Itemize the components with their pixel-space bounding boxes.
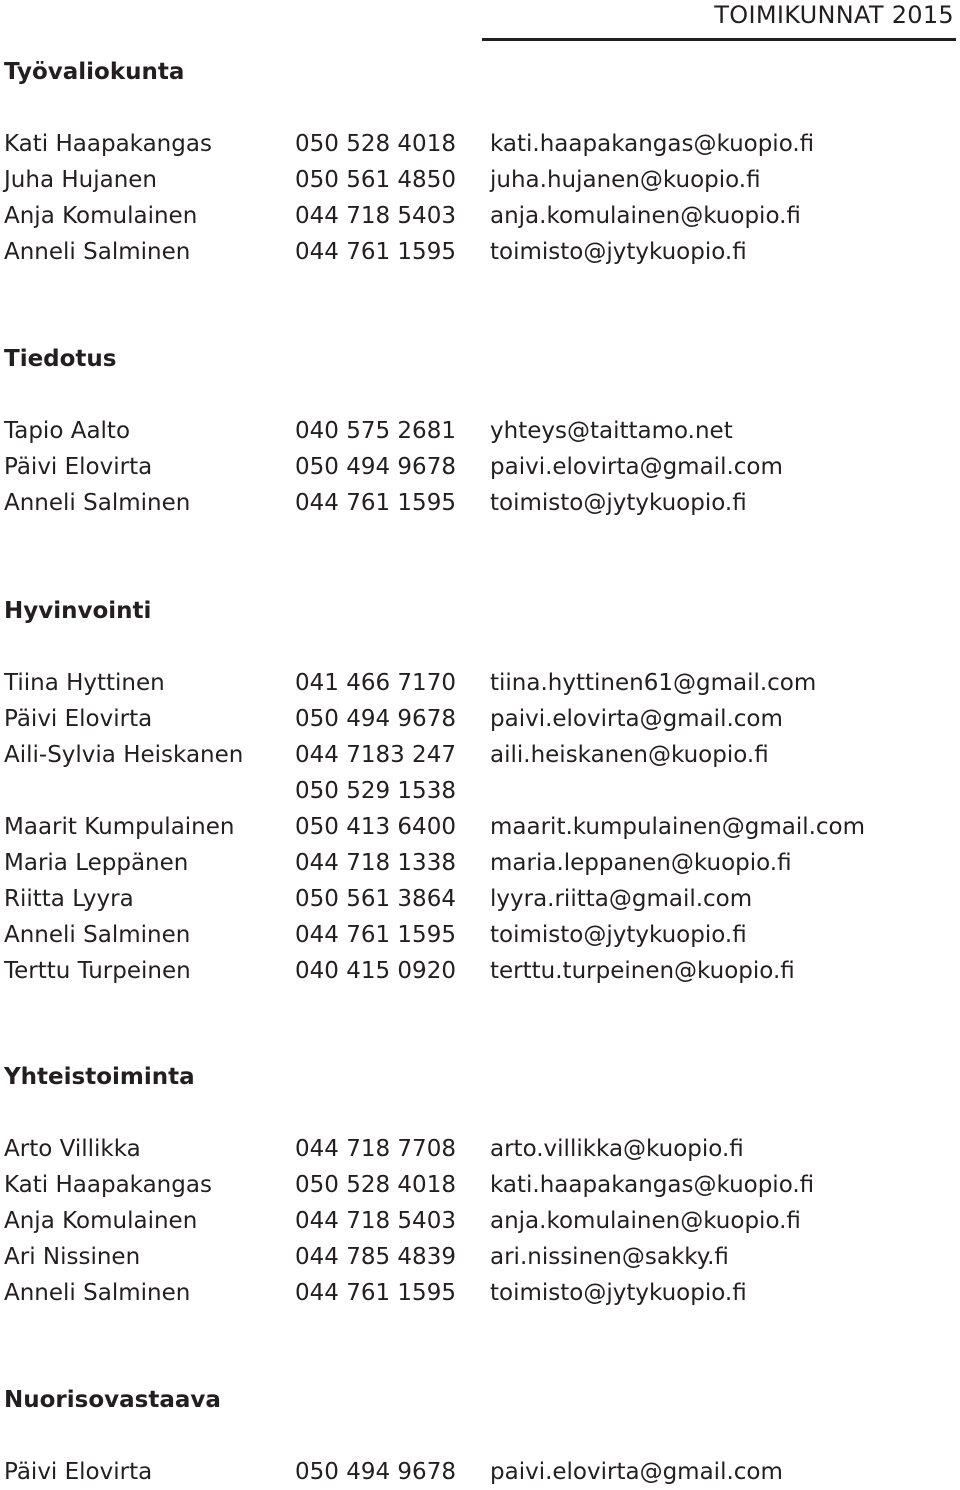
- contact-list: [4, 665, 944, 989]
- section-title: Nuorisovastaava: [4, 1387, 221, 1413]
- contact-phone: 050 561 4850: [295, 167, 456, 193]
- contact-row: [4, 1131, 944, 1167]
- contact-row: [4, 665, 944, 701]
- section-nuorisovastaava: [4, 1382, 944, 1490]
- contact-phone: 044 761 1595: [295, 239, 456, 265]
- contact-phone: 050 529 1538: [295, 778, 456, 804]
- contact-name: Maria Leppänen: [4, 850, 189, 876]
- section-tiedotus: [4, 341, 944, 521]
- contact-email: toimisto@jytykuopio.fi: [490, 1280, 747, 1306]
- contact-row: [4, 1203, 944, 1239]
- contact-name: Kati Haapakangas: [4, 1172, 212, 1198]
- contact-email: kati.haapakangas@kuopio.fi: [490, 131, 815, 157]
- contact-row: [4, 881, 944, 917]
- contact-name: Anja Komulainen: [4, 203, 198, 229]
- contact-name: Anneli Salminen: [4, 922, 191, 948]
- contact-phone: 041 466 7170: [295, 670, 456, 696]
- contact-row: [4, 413, 944, 449]
- contact-phone: 050 494 9678: [295, 454, 456, 480]
- contact-name: Päivi Elovirta: [4, 706, 153, 732]
- contact-email: ari.nissinen@sakky.fi: [490, 1244, 729, 1270]
- contact-name: Kati Haapakangas: [4, 131, 212, 157]
- contact-email: lyyra.riitta@gmail.com: [490, 886, 753, 912]
- contact-row: [4, 198, 944, 234]
- contact-phone: 050 528 4018: [295, 1172, 456, 1198]
- contact-email: juha.hujanen@kuopio.fi: [490, 167, 761, 193]
- contact-row: [4, 234, 944, 270]
- contact-name: Anneli Salminen: [4, 239, 191, 265]
- contact-name: Päivi Elovirta: [4, 454, 153, 480]
- contact-list: [4, 126, 944, 270]
- contact-email: anja.komulainen@kuopio.fi: [490, 203, 801, 229]
- section-title: Yhteistoiminta: [4, 1064, 195, 1090]
- contact-phone: 044 761 1595: [295, 922, 456, 948]
- contact-row: [4, 773, 944, 809]
- contact-phone: 050 561 3864: [295, 886, 456, 912]
- contact-email: maarit.kumpulainen@gmail.com: [490, 814, 866, 840]
- contact-name: Ari Nissinen: [4, 1244, 141, 1270]
- contact-name: Maarit Kumpulainen: [4, 814, 235, 840]
- contact-row: [4, 1454, 944, 1490]
- contact-phone: 050 494 9678: [295, 706, 456, 732]
- contact-row: [4, 1167, 944, 1203]
- contact-email: tiina.hyttinen61@gmail.com: [490, 670, 817, 696]
- contact-name: Aili-Sylvia Heiskanen: [4, 742, 244, 768]
- contact-row: [4, 449, 944, 485]
- contact-email: maria.leppanen@kuopio.fi: [490, 850, 792, 876]
- section-title: Hyvinvointi: [4, 598, 152, 624]
- section-title: Tiedotus: [4, 346, 117, 372]
- contact-name: Anja Komulainen: [4, 1208, 198, 1234]
- contact-phone: 050 528 4018: [295, 131, 456, 157]
- contact-email: arto.villikka@kuopio.fi: [490, 1136, 744, 1162]
- contact-phone: 044 7183 247: [295, 742, 456, 768]
- contact-row: [4, 126, 944, 162]
- contact-list: [4, 1131, 944, 1311]
- contact-row: [4, 809, 944, 845]
- contact-row: [4, 1239, 944, 1275]
- contact-row: [4, 162, 944, 198]
- contact-phone: 044 718 5403: [295, 1208, 456, 1234]
- contact-phone: 044 761 1595: [295, 490, 456, 516]
- section-yhteistoiminta: [4, 1059, 944, 1311]
- section-hyvinvointi: [4, 593, 944, 989]
- contact-phone: 044 761 1595: [295, 1280, 456, 1306]
- contact-email: toimisto@jytykuopio.fi: [490, 490, 747, 516]
- contact-name: Päivi Elovirta: [4, 1459, 153, 1485]
- contact-list: [4, 413, 944, 521]
- contact-name: Arto Villikka: [4, 1136, 141, 1162]
- contact-name: Anneli Salminen: [4, 1280, 191, 1306]
- contact-email: paivi.elovirta@gmail.com: [490, 454, 783, 480]
- contact-phone: 044 718 5403: [295, 203, 456, 229]
- contact-email: terttu.turpeinen@kuopio.fi: [490, 958, 795, 984]
- contact-phone: 040 415 0920: [295, 958, 456, 984]
- section-tyovaliokunta: [4, 54, 944, 270]
- contact-phone: 044 785 4839: [295, 1244, 456, 1270]
- contact-name: Terttu Turpeinen: [4, 958, 191, 984]
- contact-email: paivi.elovirta@gmail.com: [490, 1459, 783, 1485]
- contact-list: [4, 1454, 944, 1490]
- page-title: TOIMIKUNNAT 2015: [714, 1, 954, 29]
- contact-phone: 044 718 1338: [295, 850, 456, 876]
- contact-email: anja.komulainen@kuopio.fi: [490, 1208, 801, 1234]
- section-title: Työvaliokunta: [4, 59, 185, 85]
- contact-email: toimisto@jytykuopio.fi: [490, 239, 747, 265]
- contact-name: Anneli Salminen: [4, 490, 191, 516]
- contact-name: Juha Hujanen: [4, 167, 158, 193]
- contact-row: [4, 845, 944, 881]
- contact-name: Tiina Hyttinen: [4, 670, 165, 696]
- contact-row: [4, 1275, 944, 1311]
- contact-email: aili.heiskanen@kuopio.fi: [490, 742, 769, 768]
- contact-row: [4, 953, 944, 989]
- contact-phone: 050 494 9678: [295, 1459, 456, 1485]
- contact-phone: 050 413 6400: [295, 814, 456, 840]
- contact-row: [4, 917, 944, 953]
- contact-row: [4, 701, 944, 737]
- contact-row: [4, 737, 944, 773]
- contact-row: [4, 485, 944, 521]
- contact-email: kati.haapakangas@kuopio.fi: [490, 1172, 815, 1198]
- contact-name: Riitta Lyyra: [4, 886, 134, 912]
- contact-email: toimisto@jytykuopio.fi: [490, 922, 747, 948]
- page-header: [482, 0, 956, 41]
- contact-phone: 044 718 7708: [295, 1136, 456, 1162]
- contact-email: paivi.elovirta@gmail.com: [490, 706, 783, 732]
- contact-phone: 040 575 2681: [295, 418, 456, 444]
- contact-email: yhteys@taittamo.net: [490, 418, 733, 444]
- contact-name: Tapio Aalto: [4, 418, 131, 444]
